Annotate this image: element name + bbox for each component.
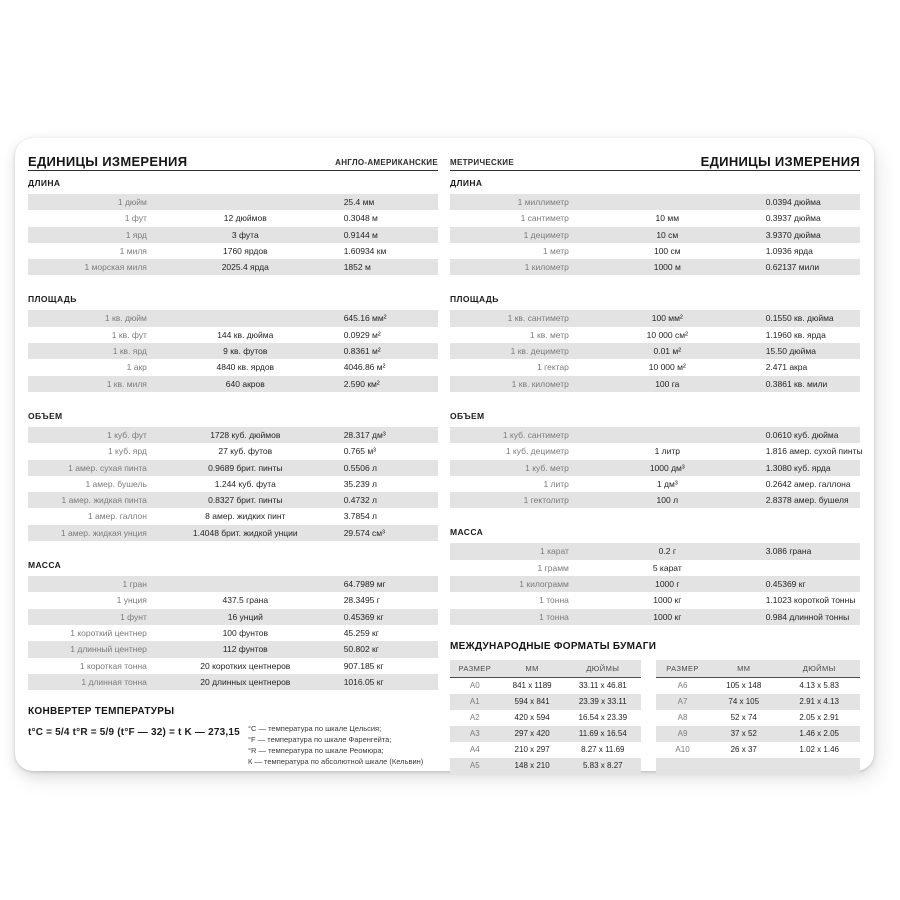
- table-row: [28, 194, 438, 210]
- equivalent-cell: 1000 кг: [653, 611, 682, 622]
- section-title: ДЛИНА: [28, 178, 61, 188]
- equivalent-cell: 0.8327 брит. пинты: [208, 495, 283, 506]
- unit-cell: 1 грамм: [537, 562, 569, 573]
- converted-value-cell: 0.3048 м: [343, 213, 378, 224]
- table-row: [450, 543, 860, 559]
- converted-value-cell: 0.4732 л: [343, 495, 378, 506]
- section-title: ДЛИНА: [450, 178, 483, 188]
- units-table: [450, 194, 860, 275]
- unit-cell: 1 куб. сантиметр: [502, 429, 569, 440]
- unit-section: [28, 179, 438, 275]
- equivalent-cell: 0.2 г: [658, 546, 676, 557]
- table-row: [28, 259, 438, 275]
- equivalent-cell: 12 дюймов: [223, 213, 267, 224]
- converted-value-cell: 0.5506 л: [343, 462, 378, 473]
- table-row: [450, 443, 863, 459]
- units-table: [450, 427, 863, 508]
- table-row: [28, 227, 438, 243]
- unit-cell: 1 короткий центнер: [70, 627, 147, 638]
- paper-row: [450, 758, 641, 774]
- column-header-right: [450, 147, 860, 171]
- equivalent-cell: 3 фута: [231, 229, 259, 240]
- paper-inches-cell: 33.11 x 46.81: [578, 680, 627, 690]
- paper-inches-cell: 2.91 x 4.13: [799, 696, 839, 706]
- unit-cell: 1 кв. дециметр: [510, 346, 569, 357]
- section-title: ОБЪЕМ: [28, 410, 63, 421]
- paper-size-cell: A7: [677, 696, 688, 706]
- equivalent-cell: 100 фунтов: [222, 627, 268, 638]
- paper-mm-cell: 420 x 594: [514, 712, 550, 722]
- converted-value-cell: 64.7989 мг: [343, 579, 386, 590]
- equivalent-cell: 1760 ярдов: [222, 245, 268, 256]
- column-header-left: [28, 147, 438, 171]
- unit-cell: 1 длинная тонна: [81, 676, 147, 687]
- unit-section: [450, 179, 860, 275]
- unit-cell: 1 кв. миля: [106, 378, 147, 389]
- table-row: [450, 343, 860, 359]
- table-row: [28, 492, 438, 508]
- paper-header-row: [450, 660, 641, 678]
- table-row: [28, 243, 438, 259]
- paper-mm-cell: 841 x 1189: [512, 680, 552, 690]
- equivalent-cell: 16 унций: [227, 611, 263, 622]
- equivalent-cell: 20 коротких центнеров: [200, 660, 291, 671]
- converted-value-cell: 907.185 кг: [343, 660, 384, 671]
- unit-cell: 1 карат: [540, 546, 569, 557]
- equivalent-cell: 9 кв. футов: [223, 346, 268, 357]
- unit-section: [28, 412, 438, 541]
- paper-mm-cell: 210 x 297: [514, 744, 550, 754]
- temperature-converter-body: [28, 724, 438, 767]
- page-title-right: ЕДИНИЦЫ ИЗМЕРЕНИЯ: [700, 154, 860, 169]
- paper-mm-cell: 74 x 105: [728, 696, 760, 706]
- paper-header-cell: ДЮЙМЫ: [586, 663, 620, 673]
- table-row: [450, 460, 860, 476]
- table-row: [450, 492, 860, 508]
- paper-mm-cell: 52 x 74: [730, 712, 757, 722]
- paper-row: [656, 758, 860, 774]
- paper-row: [656, 742, 860, 758]
- converted-value-cell: 45.259 кг: [343, 627, 379, 638]
- unit-cell: 1 миля: [119, 245, 147, 256]
- unit-cell: 1 амер. жидкая унция: [60, 527, 147, 538]
- temperature-scale-notes: [248, 724, 438, 767]
- paper-mm-cell: 594 x 841: [514, 696, 550, 706]
- paper-row: [450, 742, 641, 758]
- converted-value-cell: 3.9370 дюйма: [765, 229, 821, 240]
- equivalent-cell: 100 мм²: [651, 313, 683, 324]
- paper-inches-cell: 2.05 x 2.91: [799, 712, 839, 722]
- converted-value-cell: 25.4 мм: [343, 197, 375, 207]
- paper-inches-cell: 16.54 x 23.39: [578, 712, 628, 722]
- converted-value-cell: 645.16 мм²: [343, 313, 387, 324]
- paper-header-cell: РАЗМЕР: [666, 663, 699, 673]
- equivalent-cell: 1.244 куб. фута: [214, 478, 276, 489]
- paper-row: [656, 710, 860, 726]
- table-row: [450, 243, 860, 259]
- table-row: [28, 508, 438, 524]
- equivalent-cell: 20 длинных центнеров: [200, 676, 291, 687]
- unit-cell: 1 километр: [524, 262, 569, 273]
- converted-value-cell: 0.984 длинной тонны: [765, 611, 850, 622]
- system-label-anglo-american: АНГЛО-АМЕРИКАНСКИЕ: [335, 158, 438, 167]
- paper-inches-cell: 8.27 x 11.69: [581, 744, 625, 754]
- table-row: [28, 592, 438, 608]
- unit-cell: 1 миллиметр: [517, 197, 569, 207]
- converted-value-cell: 2.8378 амер. бушеля: [765, 495, 849, 506]
- converted-value-cell: 29.574 см³: [343, 527, 385, 538]
- converted-value-cell: 2.471 акра: [765, 362, 808, 373]
- converted-value-cell: 28.317 дм³: [343, 429, 386, 440]
- unit-cell: 1 дециметр: [523, 229, 569, 240]
- paper-mm-cell: 297 x 420: [514, 728, 550, 738]
- table-row: [28, 460, 438, 476]
- equivalent-cell: 1 литр: [654, 446, 680, 457]
- equivalent-cell: 1 дм³: [656, 478, 678, 489]
- equivalent-cell: [147, 576, 344, 592]
- unit-cell: 1 акр: [126, 362, 147, 373]
- paper-size-cell: A1: [469, 696, 480, 706]
- paper-inches-cell: 4.13 x 5.83: [799, 680, 839, 690]
- unit-cell: 1 фут: [124, 213, 147, 224]
- converted-value-cell: [766, 560, 860, 576]
- converted-value-cell: 0.0929 м²: [343, 329, 381, 340]
- unit-cell: 1 куб. ярд: [107, 446, 147, 457]
- table-row: [28, 674, 438, 690]
- paper-size-cell: A3: [469, 728, 480, 738]
- unit-cell: 1 куб. дециметр: [505, 446, 569, 457]
- paper-size-cell: A6: [677, 680, 688, 690]
- temperature-note: °R — температура по шкале Реомюра;: [248, 745, 384, 755]
- column-metric: [450, 147, 863, 774]
- unit-cell: 1 метр: [542, 245, 569, 256]
- converted-value-cell: 35.239 л: [343, 478, 378, 489]
- unit-cell: 1 амер. бушель: [85, 478, 147, 489]
- equivalent-cell: 112 фунтов: [222, 644, 268, 655]
- paper-formats-title: МЕЖДУНАРОДНЫЕ ФОРМАТЫ БУМАГИ: [450, 640, 657, 652]
- unit-cell: 1 гектар: [537, 362, 569, 373]
- converted-value-cell: 0.45369 кг: [343, 611, 384, 622]
- unit-cell: 1 кв. сантиметр: [507, 313, 569, 324]
- unit-cell: 1 кв. километр: [511, 378, 569, 389]
- equivalent-cell: 144 кв. дюйма: [217, 329, 274, 340]
- paper-size-cell: A8: [677, 712, 688, 722]
- converted-value-cell: 3.086 грана: [765, 546, 812, 557]
- units-table: [28, 576, 438, 690]
- converted-value-cell: 1.3080 куб. ярда: [765, 462, 831, 473]
- table-row: [450, 310, 860, 326]
- converted-value-cell: 1.1023 короткой тонны: [765, 595, 856, 606]
- equivalent-cell: 1000 кг: [653, 595, 682, 606]
- unit-sections-left: [28, 179, 438, 690]
- section-title: МАССА: [450, 527, 484, 538]
- table-row: [28, 376, 438, 392]
- converted-value-cell: 0.1550 кв. дюйма: [765, 313, 834, 324]
- section-title: ПЛОЩАДЬ: [28, 294, 77, 305]
- paper-size-cell: [656, 758, 709, 774]
- table-row: [28, 443, 438, 459]
- paper-header-cell: РАЗМЕР: [458, 663, 492, 673]
- unit-cell: 1 литр: [543, 478, 569, 489]
- equivalent-cell: 1000 м: [653, 262, 681, 273]
- units-table: [28, 427, 438, 541]
- unit-cell: 1 кв. метр: [529, 329, 569, 340]
- paper-size-cell: A4: [469, 744, 480, 754]
- paper-mm-cell: 26 x 37: [730, 744, 757, 754]
- paper-size-cell: A9: [677, 728, 688, 738]
- equivalent-cell: [147, 310, 344, 326]
- unit-cell: 1 фунт: [120, 611, 147, 622]
- paper-row: [450, 678, 641, 694]
- temperature-formula: t°C = 5/4 t°R = 5/9 (t°F — 32) = t K — 273,15: [28, 727, 240, 739]
- paper-inches-cell: 1.46 x 2.05: [799, 728, 839, 738]
- paper-inches-cell: 1.02 x 1.46: [799, 744, 839, 754]
- table-row: [28, 525, 438, 541]
- converted-value-cell: 50.802 кг: [343, 644, 379, 655]
- table-row: [28, 310, 438, 326]
- unit-cell: 1 амер. сухая пинта: [68, 462, 147, 473]
- paper-mm-cell: 105 x 148: [726, 680, 762, 690]
- converted-value-cell: 0.0394 дюйма: [765, 197, 821, 207]
- unit-section: [28, 561, 438, 690]
- unit-cell: 1 короткая тонна: [79, 660, 147, 671]
- paper-row: [656, 678, 860, 694]
- table-row: [28, 327, 438, 343]
- equivalent-cell: 2025.4 ярда: [221, 262, 269, 273]
- table-row: [28, 210, 438, 226]
- equivalent-cell: [569, 194, 766, 210]
- equivalent-cell: 437.5 грана: [222, 595, 269, 606]
- table-row: [28, 609, 438, 625]
- equivalent-cell: 10 см: [656, 229, 679, 240]
- unit-cell: 1 кв. дюйм: [104, 313, 147, 324]
- paper-size-cell: A2: [469, 712, 480, 722]
- table-row: [28, 359, 438, 375]
- converted-value-cell: 0.3861 кв. мили: [765, 378, 828, 389]
- equivalent-cell: [147, 194, 344, 210]
- paper-row: [656, 726, 860, 742]
- converted-value-cell: 0.9144 м: [343, 229, 378, 240]
- paper-row: [450, 726, 641, 742]
- paper-inches-cell: 11.69 x 16.54: [578, 728, 627, 738]
- equivalent-cell: 1000 г: [655, 579, 680, 590]
- equivalent-cell: 10 000 м²: [648, 362, 686, 373]
- paper-mm-cell: 148 x 210: [514, 760, 550, 770]
- paper-inches-cell: 5.83 x 8.27: [583, 760, 623, 770]
- paper-inches-cell: [778, 758, 860, 774]
- planner-reference-page: [15, 138, 874, 771]
- table-row: [28, 576, 438, 592]
- converted-value-cell: 1.1960 кв. ярда: [765, 329, 826, 340]
- table-row: [450, 609, 860, 625]
- equivalent-cell: 1000 дм³: [649, 462, 685, 473]
- section-title: ПЛОЩАДЬ: [450, 294, 499, 305]
- unit-cell: 1 тонна: [539, 595, 569, 606]
- table-row: [450, 327, 860, 343]
- unit-section: [450, 295, 860, 391]
- table-row: [28, 658, 438, 674]
- paper-inches-cell: 23.39 x 33.11: [578, 696, 627, 706]
- paper-size-cell: A5: [469, 760, 480, 770]
- converted-value-cell: 0.3937 дюйма: [765, 213, 821, 224]
- converted-value-cell: 3.7854 л: [343, 511, 378, 522]
- table-row: [28, 343, 438, 359]
- equivalent-cell: 100 см: [653, 245, 681, 256]
- table-row: [450, 376, 860, 392]
- unit-cell: 1 морская миля: [84, 262, 147, 273]
- table-row: [450, 359, 860, 375]
- equivalent-cell: 100 л: [656, 495, 679, 506]
- unit-cell: 1 куб. метр: [525, 462, 569, 473]
- table-row: [450, 592, 860, 608]
- units-table: [28, 194, 438, 275]
- equivalent-cell: 640 акров: [225, 378, 265, 389]
- paper-table-a6-a10: [656, 660, 860, 774]
- system-label-metric: МЕТРИЧЕСКИЕ: [450, 158, 514, 167]
- unit-section: [450, 528, 860, 624]
- paper-table-body: [656, 678, 860, 774]
- equivalent-cell: 1728 куб. дюймов: [210, 429, 281, 440]
- paper-header-cell: ММ: [737, 663, 751, 673]
- equivalent-cell: 4840 кв. ярдов: [216, 362, 275, 373]
- equivalent-cell: 27 куб. футов: [218, 446, 273, 457]
- section-title: МАССА: [28, 560, 62, 571]
- converted-value-cell: 28.3495 г: [343, 595, 380, 606]
- paper-size-cell: A0: [469, 680, 480, 690]
- paper-formats-grid: [450, 660, 860, 774]
- unit-cell: 1 тонна: [539, 611, 569, 622]
- converted-value-cell: 1.60934 км: [343, 245, 387, 256]
- unit-cell: 1 амер. жидкая пинта: [61, 495, 147, 506]
- unit-section: [28, 295, 438, 391]
- unit-cell: 1 длинный центнер: [70, 644, 147, 655]
- units-table: [450, 310, 860, 391]
- equivalent-cell: 10 мм: [655, 213, 680, 224]
- table-row: [450, 560, 860, 576]
- converted-value-cell: 2.590 км²: [343, 378, 380, 389]
- paper-row: [450, 694, 641, 710]
- table-row: [28, 641, 438, 657]
- table-row: [28, 625, 438, 641]
- equivalent-cell: 8 амер. жидких пинт: [205, 511, 286, 522]
- table-row: [450, 576, 860, 592]
- section-title: ОБЪЕМ: [450, 410, 485, 421]
- unit-cell: 1 кв. ярд: [112, 346, 147, 357]
- equivalent-cell: 0.9689 брит. пинты: [208, 462, 283, 473]
- paper-mm-cell: [709, 758, 778, 774]
- temperature-note: °F — температура по шкале Фаренгейта;: [248, 734, 392, 744]
- table-row: [450, 427, 860, 443]
- converted-value-cell: 1.0936 ярда: [765, 245, 813, 256]
- unit-section: [450, 410, 863, 508]
- temperature-note: °C — температура по шкале Цельсия;: [248, 724, 382, 734]
- paper-header-cell: ММ: [525, 663, 539, 673]
- unit-sections-right: [450, 178, 863, 625]
- temperature-note: К — температура по абсолютной шкале (Кельвин): [248, 756, 424, 766]
- units-table: [28, 310, 438, 391]
- paper-mm-cell: 37 x 52: [730, 728, 757, 738]
- converted-value-cell: 15.50 дюйма: [765, 346, 816, 357]
- unit-cell: 1 кв. фут: [111, 329, 147, 340]
- converted-value-cell: 0.2642 амер. галлона: [765, 478, 851, 489]
- equivalent-cell: 0.01 м²: [653, 346, 682, 357]
- table-row: [450, 476, 860, 492]
- paper-size-cell: A10: [675, 744, 690, 754]
- converted-value-cell: 0.45369 кг: [765, 579, 806, 590]
- converted-value-cell: 0.765 м³: [343, 446, 376, 457]
- converted-value-cell: 1016.05 кг: [343, 676, 384, 687]
- unit-cell: 1 дюйм: [117, 197, 147, 207]
- equivalent-cell: 100 га: [655, 378, 680, 389]
- converted-value-cell: 0.62137 мили: [765, 262, 820, 273]
- temperature-converter: [28, 706, 438, 767]
- units-table: [450, 543, 860, 624]
- table-row: [450, 259, 860, 275]
- table-row: [450, 227, 860, 243]
- temperature-converter-title: КОНВЕРТЕР ТЕМПЕРАТУРЫ: [28, 706, 175, 718]
- table-row: [28, 476, 438, 492]
- page-title: ЕДИНИЦЫ ИЗМЕРЕНИЯ: [28, 154, 188, 169]
- unit-cell: 1 куб. фут: [107, 429, 147, 440]
- paper-row: [656, 694, 860, 710]
- converted-value-cell: 4046.86 м²: [343, 362, 386, 373]
- unit-cell: 1 гран: [122, 579, 147, 590]
- equivalent-cell: 10 000 см²: [646, 329, 688, 340]
- table-row: [450, 210, 860, 226]
- column-anglo-american: [28, 147, 438, 774]
- paper-table-body: [450, 678, 641, 774]
- paper-header-row: [656, 660, 860, 678]
- table-row: [450, 194, 860, 210]
- two-column-layout: [28, 147, 863, 771]
- converted-value-cell: 0.0610 куб. дюйма: [765, 429, 839, 440]
- unit-cell: 1 амер. галлон: [87, 511, 147, 522]
- paper-row: [450, 710, 641, 726]
- paper-header-cell: ДЮЙМЫ: [802, 663, 836, 673]
- paper-table-a0-a5: [450, 660, 641, 774]
- converted-value-cell: 1852 м: [343, 262, 371, 273]
- converted-value-cell: 1.816 амер. сухой пинты: [765, 446, 863, 457]
- equivalent-cell: [569, 427, 766, 443]
- unit-cell: 1 ярд: [125, 229, 147, 240]
- unit-cell: 1 гектолитр: [523, 495, 569, 506]
- unit-cell: 1 сантиметр: [520, 213, 569, 224]
- unit-cell: 1 унция: [116, 595, 147, 606]
- equivalent-cell: 1.4048 брит. жидкой унции: [192, 527, 298, 538]
- equivalent-cell: 5 карат: [652, 562, 682, 573]
- unit-cell: 1 килограмм: [519, 579, 569, 590]
- paper-formats: [450, 641, 860, 774]
- converted-value-cell: 0.8361 м²: [343, 346, 381, 357]
- table-row: [28, 427, 438, 443]
